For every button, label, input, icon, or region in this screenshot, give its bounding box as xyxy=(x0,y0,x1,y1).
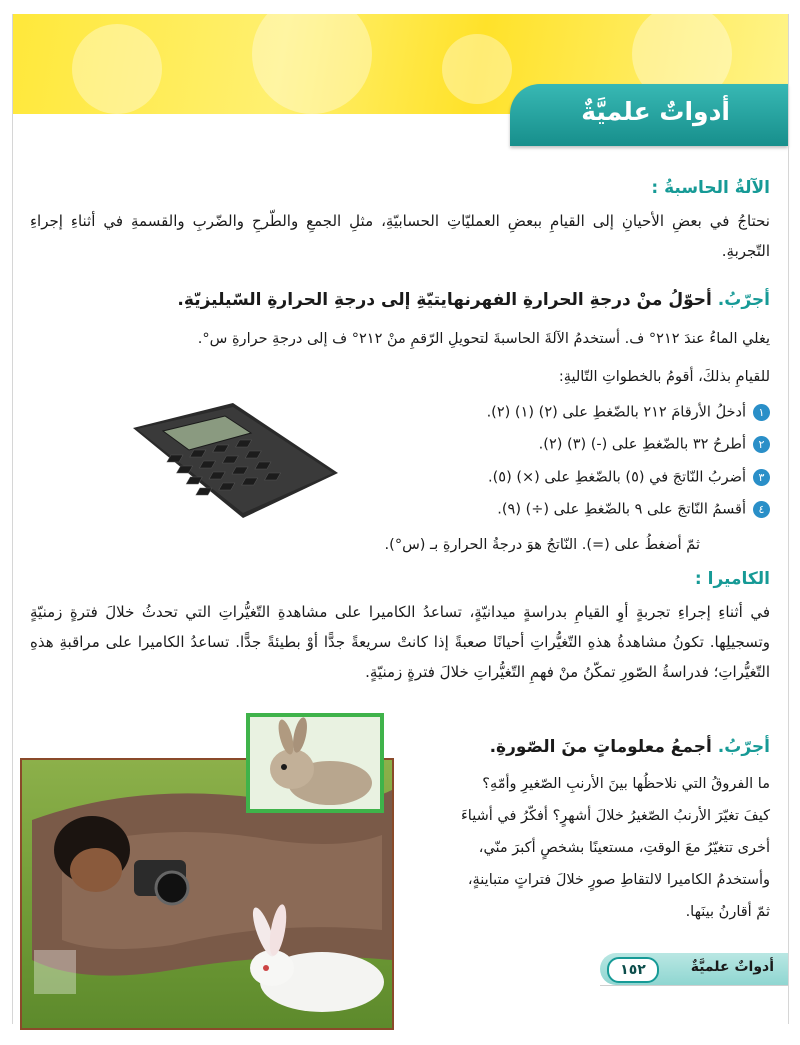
step-item xyxy=(488,469,770,486)
step-text: أضربُ النّاتجَ في (٥) بالضّغطِ على (×) (٥). xyxy=(488,469,746,486)
final-step: ثمّ أضغطُ على (=). النّاتجُ هوَ درجةُ الحرارةِ بـ (س°). xyxy=(384,537,700,553)
step-text: أقسمُ النّاتجَ على ٩ بالضّغطِ على (÷) (٩). xyxy=(497,501,746,518)
step-number-badge: ١ xyxy=(753,404,770,421)
try-camera-heading xyxy=(490,737,770,757)
step-item xyxy=(487,404,770,421)
trim-line-left xyxy=(12,14,13,1024)
page-footer xyxy=(600,953,788,985)
baby-rabbit-photo xyxy=(246,713,384,813)
step-item xyxy=(497,501,770,518)
steps-intro: للقيامِ بذلكَ، أقومُ بالخطواتِ التّاليةِ: xyxy=(558,369,770,385)
chapter-title-tab xyxy=(510,84,788,146)
question-line: ثمّ أقارنُ بينَها. xyxy=(685,904,770,920)
rabbit-icon xyxy=(250,717,380,809)
step-number-badge: ٤ xyxy=(753,501,770,518)
question-line: وأستخدمُ الكاميرا لالتقاطِ صورٍ خلالَ فتراتٍ متباينةٍ، xyxy=(467,872,770,888)
calculator-icon xyxy=(133,403,338,518)
try-convert-text: أحوّلُ منْ درجةِ الحرارةِ الفهرنهايتيّةِ إلى درجةِ الحرارةِ السّيليزيّةِ. xyxy=(177,290,712,310)
camera-heading: الكاميرا : xyxy=(694,569,770,589)
calculator-heading: الآلةُ الحاسبةُ : xyxy=(651,178,770,198)
try-convert-heading xyxy=(177,290,770,310)
question-line: ما الفروقُ التي نلاحظُها بينَ الأرنبِ الصّغيرِ وأمّهِ؟ xyxy=(482,776,770,792)
convert-intro: يغلي الماءُ عندَ ٢١٢° ف. أستخدمُ الآلةَ الحاسبةَ لتحويلِ الرّقمِ منْ ٢١٢° ف إلى درجةِ حرارةِ س°. xyxy=(197,331,770,347)
camera-paragraph: في أثناءِ إجراءِ تجربةٍ أوِ القيامِ بدراسةٍ ميدانيّةٍ، تساعدُ الكاميرا على مشاهدةِ التّغيُّراتِ التي تحدثُ خلالَ فترةٍ زمنيّةٍ وتسجيلِها. تكونُ مشاهدةُ هذهِ التّغيُّراتِ أحيانًا صعبةً إذا كانتْ سريعةً جدًّا أوْ بطيئةً جدًّا. تساعدُ الكاميرا على مراقبةِ هذهِ التّغيُّراتِ؛ فدراسةُ الصّورِ تمكّنُ منْ فهمِ التّغيُّراتِ خلالَ فترةٍ زمنيّةٍ. xyxy=(30,603,770,681)
footer-chapter-label: أدواتٌ علميَّةٌ xyxy=(690,959,774,975)
try-keyword: أجرّبُ. xyxy=(717,737,770,757)
step-number-badge: ٢ xyxy=(753,436,770,453)
trim-line-right xyxy=(788,14,789,1024)
page-number: ١٥٢ xyxy=(607,957,659,983)
calculator-paragraph: نحتاجُ في بعضِ الأحيانِ إلى القيامِ ببعضِ العمليّاتِ الحسابيّةِ، مثلِ الجمعِ والطّرحِ والضّربِ والقسمةِ في أثناءِ إجراءِ التّجربةِ. xyxy=(30,212,770,260)
step-text: أدخلُ الأرقامَ ٢١٢ بالضّغطِ على (٢) (١) (٢). xyxy=(486,404,746,421)
footer-rule xyxy=(600,985,788,986)
question-line: أخرى تتغيّرُ معَ الوقتِ، مستعينًا بشخصٍ أكبرَ منّي، xyxy=(478,840,770,856)
step-text: أطرحُ ٣٢ بالضّغطِ على (-) (٣) (٢). xyxy=(538,436,746,453)
step-number-badge: ٣ xyxy=(753,469,770,486)
chapter-title: أدواتٌ علميَّةٌ xyxy=(581,97,730,126)
try-camera-text: أجمعُ معلوماتٍ منَ الصّورةِ. xyxy=(489,737,712,757)
question-line: كيفَ تغيّرَ الأرنبُ الصّغيرُ خلالَ أشهرٍ؟ أفكّرُ في أشياءَ xyxy=(460,808,770,824)
try-keyword: أجرّبُ. xyxy=(717,290,770,310)
step-item xyxy=(539,436,770,453)
